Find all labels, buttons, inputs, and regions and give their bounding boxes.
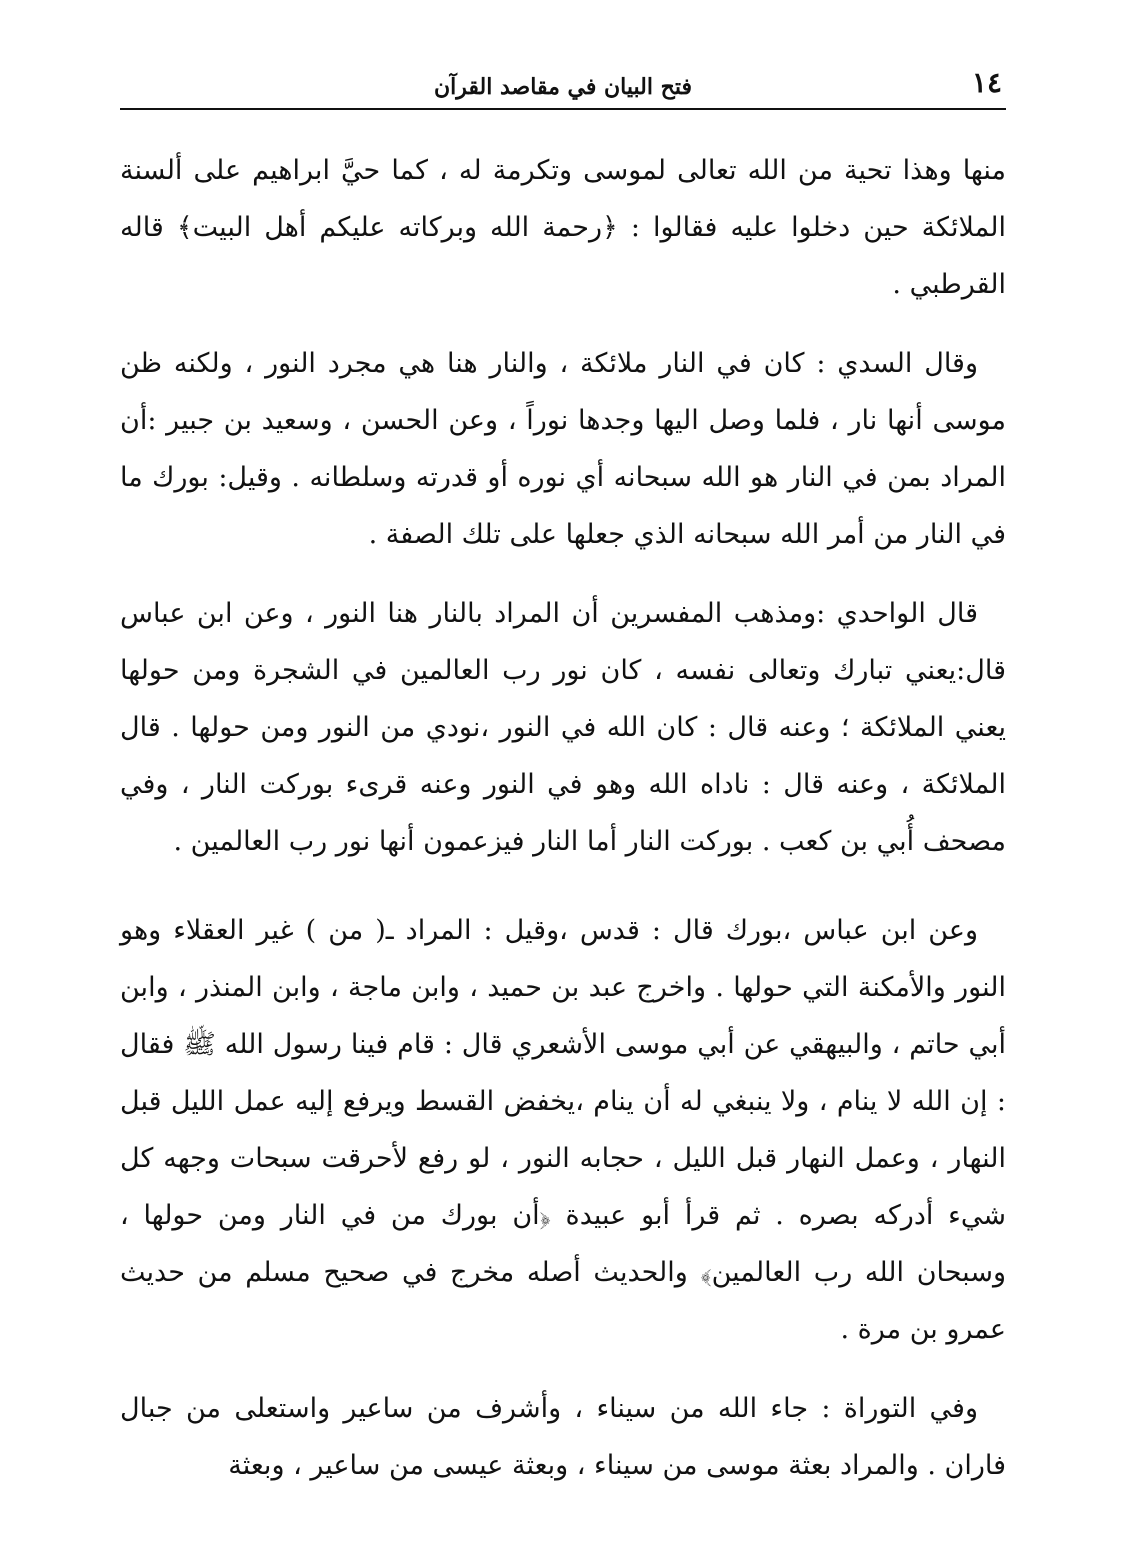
running-title: فتح البيان في مقاصد القرآن — [434, 74, 692, 100]
header-rule — [120, 108, 1006, 110]
body-text — [120, 142, 1006, 1494]
paragraph: قال الواحدي :ومذهب المفسرين أن المراد بالنار هنا النور ، وعن ابن عباس قال:يعني تبارك وتعالى نفسه ، كان نور رب العالمين في الشجرة ومن حولها يعني الملائكة ؛ وعنه قال : كان الله في النور ،نودي من النور ومن حولها . قال الملائكة ، وعنه قال : ناداه الله وهو في النور وعنه قرىء بوركت النار ، وفي مصحف أُبي بن كعب . بوركت النار أما النار فيزعمون أنها نور رب العالمين . — [120, 598, 1006, 857]
paragraph: وعن ابن عباس ،بورك قال : قدس ،وقيل : المراد ـ( من ) غير العقلاء وهو النور والأمكنة التي حولها . واخرج عبد بن حميد ، وابن ماجة ، وابن المنذر ، وابن أبي حاتم ، والبيهقي عن أبي موسى الأشعري قال : قام فينا رسول الله ﷺ فقال : إن الله لا ينام ، ولا ينبغي له أن ينام ،يخفض القسط ويرفع إليه عمل الليل قبل النهار ، وعمل النهار قبل الليل ، حجابه النور ، لو رفع لأحرقت سبحات وجهه كل شيء أدركه بصره . ثم قرأ أبو عبيدة ﴿أن بورك من في النار ومن حولها ، وسبحان الله رب العالمين﴾ والحديث أصله مخرج في صحيح مسلم من حديث عمرو بن مرة . — [120, 915, 1006, 1345]
page-header — [120, 62, 1006, 110]
paragraph: وقال السدي : كان في النار ملائكة ، والنار هنا هي مجرد النور ، ولكنه ظن موسى أنها نار ، فلما وصل اليها وجدها نوراً ، وعن الحسن ، وسعيد بن جبير :أن المراد بمن في النار هو الله سبحانه أي نوره أو قدرته وسلطانه . وقيل: بورك ما في النار من أمر الله سبحانه الذي جعلها على تلك الصفة . — [120, 348, 1006, 550]
page-number: ١٤ — [971, 66, 1002, 99]
paragraph: منها وهذا تحية من الله تعالى لموسى وتكرمة له ، كما حيَّ ابراهيم على ألسنة الملائكة حين دخلوا عليه فقالوا : ﴿رحمة الله وبركاته عليكم أهل البيت﴾ قاله القرطبي . — [120, 155, 1006, 300]
paragraph: وفي التوراة : جاء الله من سيناء ، وأشرف من ساعير واستعلى من جبال فاران . والمراد بعثة موسى من سيناء ، وبعثة عيسى من ساعير ، وبعثة — [120, 1393, 1006, 1481]
